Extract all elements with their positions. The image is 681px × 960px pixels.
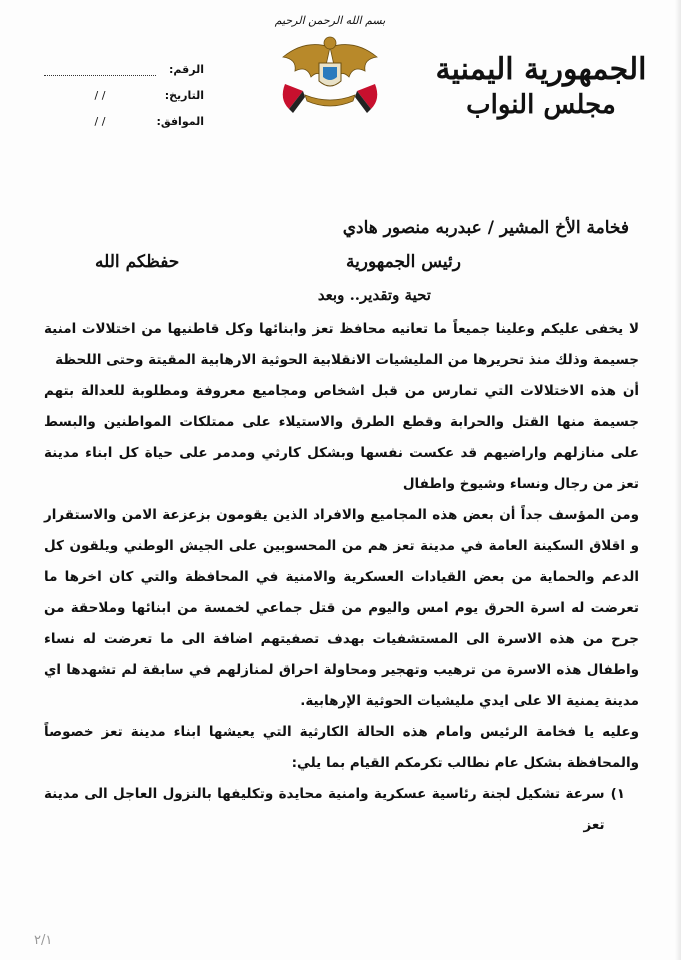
paragraph: وعليه يا فخامة الرئيس وامام هذه الحالة الكارثية التي يعيشها ابناء مدينة تعز خصوصاً والمحافظة بشكل عام نطالب تكرمكم القيام بما يلي: — [44, 724, 639, 771]
basmala: بسم الله الرحمن الرحيم — [274, 14, 386, 27]
request-item-text: سرعة تشكيل لجنة رئاسية عسكرية وامنية محايدة وتكليفها بالنزول العاجل الى مدينة تعز — [44, 786, 605, 833]
country-name: الجمهورية اليمنية — [435, 52, 647, 87]
date-label: التاريخ: — [164, 88, 204, 102]
addressee-blessing: حفظكم الله — [95, 252, 180, 272]
letterhead-fields — [44, 56, 204, 134]
corresponding-date-label: الموافق: — [156, 114, 204, 128]
paragraph: ومن المؤسف جداً أن بعض هذه المجاميع والافراد الذين يقومون بزعزعة الامن والاستقرار و اقلاق السكينة العامة في مدينة تعز هم من المحسوبين على الجيش الوطني ويلقون كل الدعم والحماية من بعض القيادات العسكرية والامنية في المحافظة والتي كان اخرها ما تعرضت له اسرة الحرق يوم امس واليوم من قتل جماعي لخمسة من ابنائها وملاحقة من جرح من هذه الاسرة الى المستشفيات بهدف تصفيتهم اضافة الى ما تعرضت له نساء واطفال هذه الاسرة من ترهيب وتهجير ومحاولة احراق لمنازلهم في سابقة لم تشهدها اي مدينة يمنية الا على ايدي مليشيات الحوثية الإرهابية. — [44, 507, 639, 709]
corresponding-date-value: / / — [94, 114, 106, 128]
date-row — [44, 82, 204, 108]
addressee-name: فخامة الأخ المشير / عبدربه منصور هادي — [342, 218, 629, 238]
request-item — [44, 779, 639, 841]
letterhead-emblem — [255, 14, 405, 115]
paragraph: لا يخفى عليكم وعلينا جميعاً ما تعانيه محافظ تعز وابنائها وكل قاطنيها من اختلالات امنية جسيمة وذلك منذ تحريرها من المليشيات الانقلابية الحوثية الارهابية المقيتة وحتى اللحظة — [44, 321, 639, 368]
letterhead-institution — [431, 52, 651, 120]
addressee-title: رئيس الجمهورية — [345, 252, 461, 272]
institution-name: مجلس النواب — [466, 90, 616, 120]
paragraph: أن هذه الاختلالات التي تمارس من قبل اشخاص ومجاميع معروفة ومطلوبة للعدالة بتهم جسيمة منها القتل والحرابة وقطع الطرق والاستيلاء على ممتلكات المواطنين والبسط على منازلهم واراضيهم قد عكست نفسها وبشكل كارثي ومدمر على حياة كل ابناء مدينة تعز من رجال ونساء وشيوخ واطفال — [44, 383, 639, 492]
page-edge-shadow — [675, 0, 681, 960]
corresponding-date-row — [44, 108, 204, 134]
reference-number-value — [44, 63, 156, 76]
reference-number-label: الرقم: — [169, 62, 204, 76]
request-item-number: ١) — [610, 786, 625, 802]
reference-number-row — [44, 56, 204, 82]
eagle-emblem-icon — [275, 29, 385, 115]
page-number: ٢/١ — [34, 933, 53, 948]
date-value: / / — [94, 88, 106, 102]
letter-body — [44, 314, 639, 841]
greeting: تحية وتقدير.. وبعد — [317, 286, 431, 304]
